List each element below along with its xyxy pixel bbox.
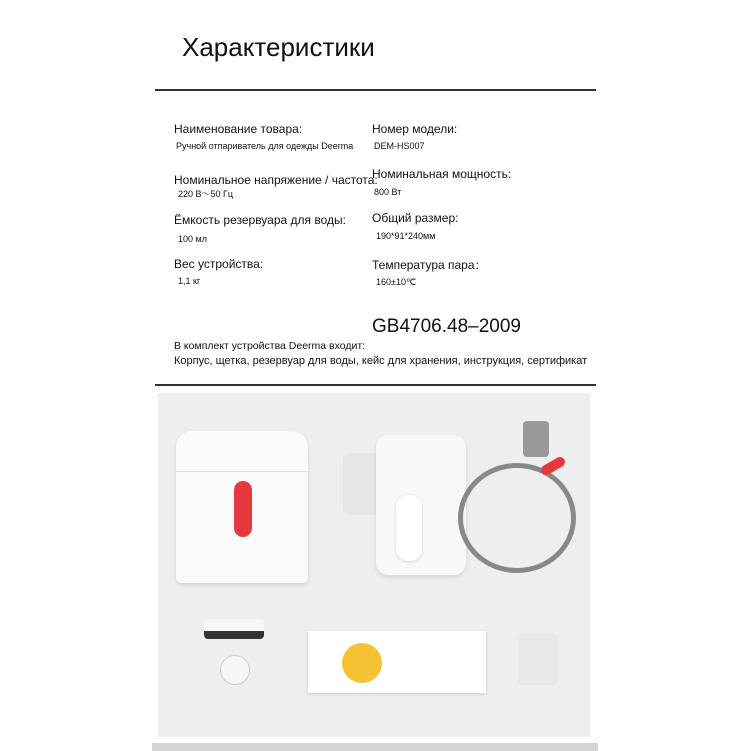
spec-label: Номинальная мощность: (372, 167, 512, 181)
standard-code: GB4706.48–2009 (372, 316, 521, 337)
spec-value: 220 В～50 Гц (178, 189, 234, 199)
spec-value: 100 мл (178, 234, 207, 244)
spec-label: Номинальное напряжение / частота: (174, 173, 378, 187)
certificate (220, 655, 250, 685)
kit-items: Корпус, щетка, резервуар для воды, кейс для хранения, инструкция, сертификат (174, 355, 588, 367)
product-photo (158, 393, 590, 737)
plug (523, 421, 549, 457)
page-title: Характеристики (182, 32, 375, 62)
power-cord (458, 463, 576, 573)
spec-value: Ручной отпариватель для одежды Deerma (176, 141, 354, 151)
spec-label: Номер модели: (372, 122, 458, 136)
spec-value: DEM-HS007 (374, 141, 425, 151)
spec-value: 1,1 кг (178, 276, 201, 286)
spec-label: Вес устройства: (174, 257, 264, 271)
spec-label: Наименование товара: (174, 122, 303, 136)
spec-value: 160±10℃ (376, 277, 417, 287)
kit-heading: В комплект устройства Deerma входит: (174, 340, 366, 352)
spec-label: Температура пара： (372, 258, 487, 272)
divider (155, 89, 596, 91)
divider (155, 384, 596, 386)
spec-label: Ёмкость резервуара для воды: (174, 213, 346, 227)
measuring-cup (518, 633, 558, 685)
steamer (376, 435, 466, 575)
spec-value: 800 Вт (374, 187, 402, 197)
storage-case (176, 431, 308, 583)
instruction-manual (308, 631, 486, 693)
brush (204, 619, 264, 639)
spec-value: 190*91*240мм (376, 231, 436, 241)
spec-label: Общий размер: (372, 211, 459, 225)
bottom-bar (152, 743, 598, 751)
